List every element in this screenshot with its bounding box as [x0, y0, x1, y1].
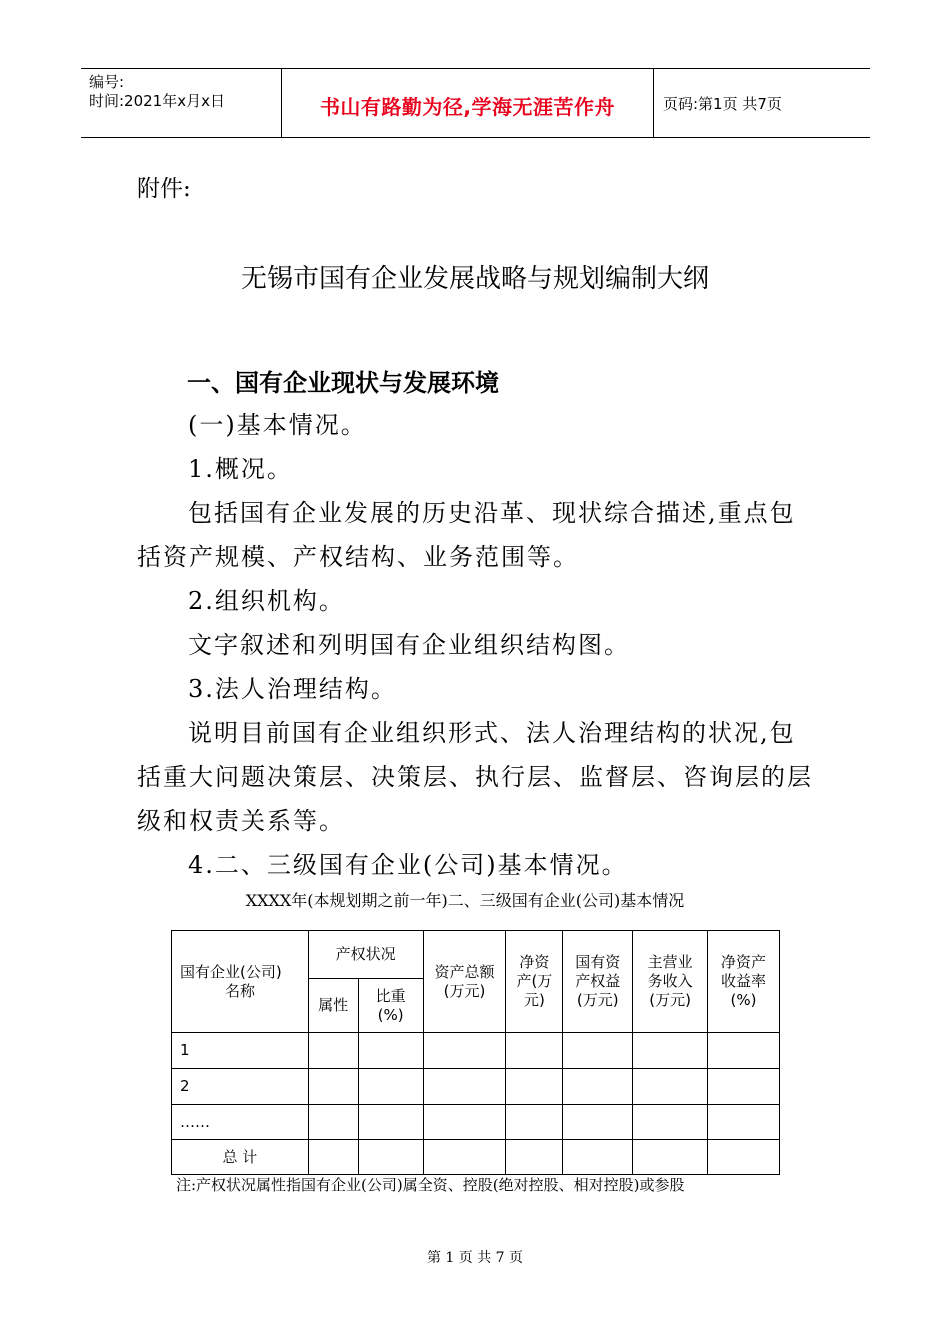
- item-title: 4.二、三级国有企业(公司)基本情况。: [188, 851, 628, 879]
- document-number-label: 编号:: [89, 73, 125, 91]
- item-body: 包括国有企业发展的历史沿革、现状综合描述,重点包括资产规模、产权结构、业务范围等。: [137, 499, 796, 571]
- item-body: 文字叙述和列明国有企业组织结构图。: [188, 631, 630, 659]
- row-index: 2: [172, 1069, 309, 1105]
- table-total-row: [172, 1140, 780, 1175]
- table-row: [172, 1069, 780, 1105]
- subsection-heading: (一)基本情况。: [188, 411, 367, 439]
- total-label: 总 计: [172, 1140, 309, 1175]
- attachment-label: 附件:: [137, 176, 191, 202]
- header-divider: [653, 69, 654, 137]
- header-meta: [89, 73, 279, 111]
- header-cell-company-name: 国有企业(公司) 名称: [172, 931, 309, 1033]
- page-header: [81, 68, 870, 138]
- header-cell-total-assets: 资产总额(万元): [423, 931, 506, 1033]
- header-cell-roe: 净资产收益率(%): [708, 931, 780, 1033]
- page-footer: 第 1 页 共 7 页: [426, 1250, 524, 1266]
- header-page-number: 页码:第1页 共7页: [663, 95, 782, 113]
- table-note: 注:产权状况属性指国有企业(公司)属全资、控股(绝对控股、相对控股)或参股: [176, 1176, 685, 1194]
- section-heading: 一、国有企业现状与发展环境: [187, 369, 499, 397]
- item-title: 1.概况。: [188, 455, 293, 483]
- header-cell-main-revenue: 主营业务收入(万元): [633, 931, 708, 1033]
- header-motto: 书山有路勤为径,学海无涯苦作舟: [319, 95, 616, 119]
- document-time-label: 时间:2021年x月x日: [89, 92, 225, 110]
- company-info-table: [171, 930, 780, 1175]
- table-row: [172, 1105, 780, 1140]
- row-index: 1: [172, 1033, 309, 1069]
- item-title: 2.组织机构。: [188, 587, 345, 615]
- item-body: 说明目前国有企业组织形式、法人治理结构的状况,包括重大问题决策层、决策层、执行层、监督层、咨询层的层级和权责关系等。: [137, 719, 813, 835]
- row-index: ……: [172, 1105, 309, 1140]
- header-cell-state-equity: 国有资产权益(万元): [563, 931, 633, 1033]
- table-row: [172, 1033, 780, 1069]
- header-cell-net-assets: 净资产(万元): [506, 931, 563, 1033]
- document-title: 无锡市国有企业发展战略与规划编制大纲: [240, 264, 709, 294]
- item-title: 3.法人治理结构。: [188, 675, 397, 703]
- header-cell-proportion: 比重(%): [358, 979, 423, 1033]
- table-caption: XXXX年(本规划期之前一年)二、三级国有企业(公司)基本情况: [245, 891, 685, 910]
- header-cell-attribute: 属性: [308, 979, 358, 1033]
- header-cell-ownership: 产权状况: [308, 931, 423, 979]
